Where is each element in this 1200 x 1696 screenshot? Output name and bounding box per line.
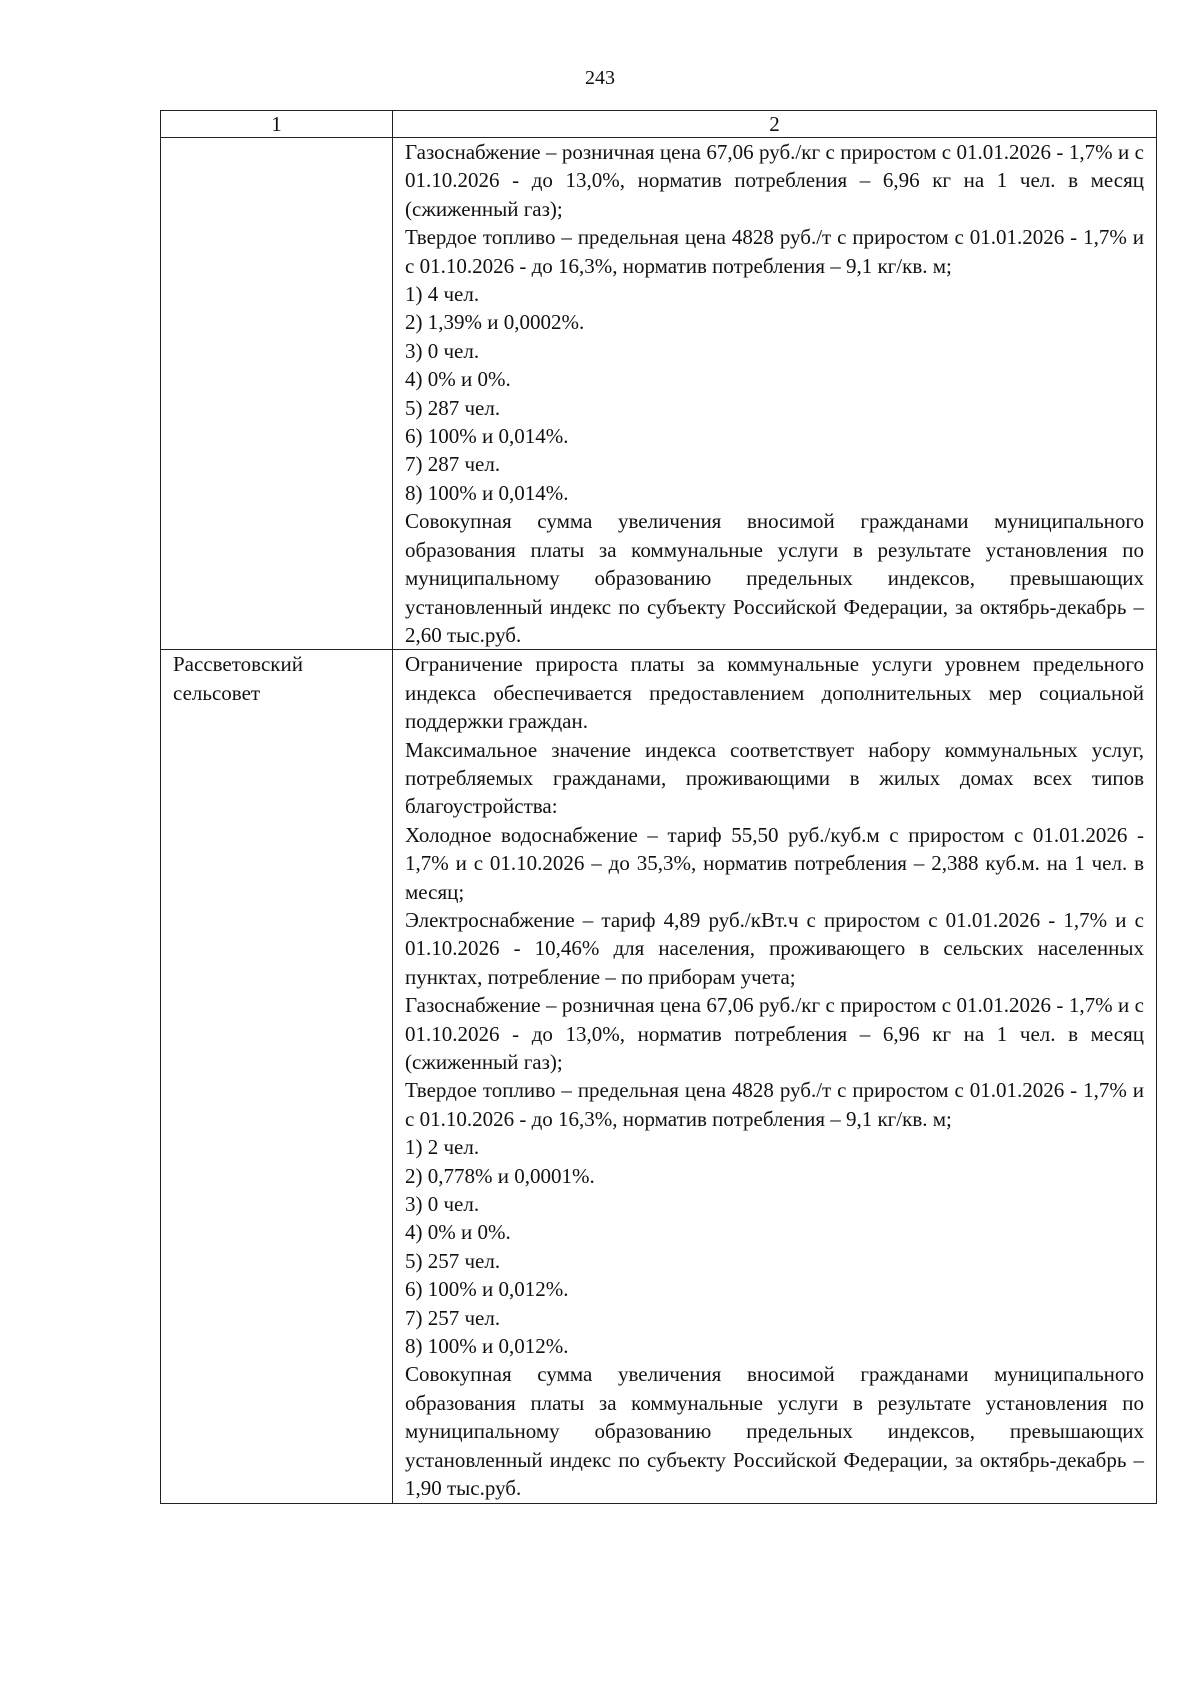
list-item: 1) 4 чел. bbox=[405, 282, 480, 307]
municipality-name-cell bbox=[161, 650, 393, 1503]
list-item: 2) 1,39% и 0,0002%. bbox=[405, 310, 585, 335]
cold-water-paragraph: Холодное водоснабжение – тариф 55,50 руб./куб.м с приростом с 01.01.2026 - 1,7% и с 01.10.2026 – до 35,3%, норматив потребления – 2,388 куб.м. на 1 чел. в месяц; bbox=[405, 822, 1144, 904]
municipality-name-cell bbox=[161, 138, 393, 650]
table-row bbox=[161, 138, 1157, 650]
column-header-1: 1 bbox=[161, 111, 393, 138]
solid-fuel-paragraph: Твердое топливо – предельная цена 4828 руб./т с приростом с 01.01.2026 - 1,7% и с 01.10.2026 - до 16,3%, норматив потребления – 9,1 кг/кв. м; bbox=[405, 225, 1144, 278]
list-item: 6) 100% и 0,012%. bbox=[405, 1277, 569, 1302]
page-number: 243 bbox=[585, 67, 615, 89]
list-item: 2) 0,778% и 0,0001%. bbox=[405, 1163, 595, 1188]
list-item: 4) 0% и 0%. bbox=[405, 1220, 511, 1245]
list-item: 3) 0 чел. bbox=[405, 338, 480, 363]
measures-cell bbox=[393, 138, 1157, 650]
list-item: 7) 287 чел. bbox=[405, 452, 501, 477]
list-item: 3) 0 чел. bbox=[405, 1192, 480, 1217]
data-table bbox=[160, 110, 1157, 1504]
list-item: 1) 2 чел. bbox=[405, 1135, 480, 1160]
electricity-paragraph: Электроснабжение – тариф 4,89 руб./кВт.ч с приростом с 01.01.2026 - 1,7% и с 01.10.2026 - 10,46% для населения, проживающего в сельских населенных пунктах, потребление – по приборам учета; bbox=[405, 907, 1144, 989]
municipality-name: Рассветовский сельсовет bbox=[173, 652, 303, 705]
gas-supply-paragraph: Газоснабжение – розничная цена 67,06 руб./кг с приростом с 01.01.2026 - 1,7% и с 01.10.2026 - до 13,0%, норматив потребления – 6,96 кг на 1 чел. в месяц (сжиженный газ); bbox=[405, 993, 1144, 1074]
column-header-2: 2 bbox=[393, 111, 1157, 138]
max-index-paragraph: Максимальное значение индекса соответствует набору коммунальных услуг, потребляемых гражданами, проживающими в жилых домах всех типов благоустройства: bbox=[405, 737, 1144, 819]
gas-supply-paragraph: Газоснабжение – розничная цена 67,06 руб./кг с приростом с 01.01.2026 - 1,7% и с 01.10.2026 - до 13,0%, норматив потребления – 6,96 кг на 1 чел. в месяц (сжиженный газ); bbox=[405, 140, 1144, 221]
list-item: 8) 100% и 0,012%. bbox=[405, 1334, 569, 1359]
list-item: 4) 0% и 0%. bbox=[405, 367, 511, 392]
table-header-row bbox=[161, 111, 1157, 138]
limitation-paragraph: Ограничение прироста платы за коммунальные услуги уровнем предельного индекса обеспечивается предоставлением дополнительных мер социальной поддержки граждан. bbox=[405, 652, 1144, 734]
table-row bbox=[161, 650, 1157, 1503]
list-item: 8) 100% и 0,014%. bbox=[405, 480, 569, 505]
list-item: 7) 257 чел. bbox=[405, 1305, 501, 1330]
solid-fuel-paragraph: Твердое топливо – предельная цена 4828 руб./т с приростом с 01.01.2026 - 1,7% и с 01.10.2026 - до 16,3%, норматив потребления – 9,1 кг/кв. м; bbox=[405, 1078, 1144, 1131]
list-item: 6) 100% и 0,014%. bbox=[405, 424, 569, 449]
summary-paragraph: Совокупная сумма увеличения вносимой гражданами муниципального образования платы за коммунальные услуги в результате установления по муниципальному образованию предельных индексов, превышающих установленный индекс по субъекту Российской Федерации, за октябрь-декабрь – 1,90 тыс.руб. bbox=[405, 1362, 1144, 1501]
summary-paragraph: Совокупная сумма увеличения вносимой гражданами муниципального образования платы за коммунальные услуги в результате установления по муниципальному образованию предельных индексов, превышающих установленный индекс по субъекту Российской Федерации, за октябрь-декабрь – 2,60 тыс.руб. bbox=[405, 509, 1144, 647]
list-item: 5) 287 чел. bbox=[405, 395, 501, 420]
measures-cell bbox=[393, 650, 1157, 1503]
list-item: 5) 257 чел. bbox=[405, 1248, 501, 1273]
